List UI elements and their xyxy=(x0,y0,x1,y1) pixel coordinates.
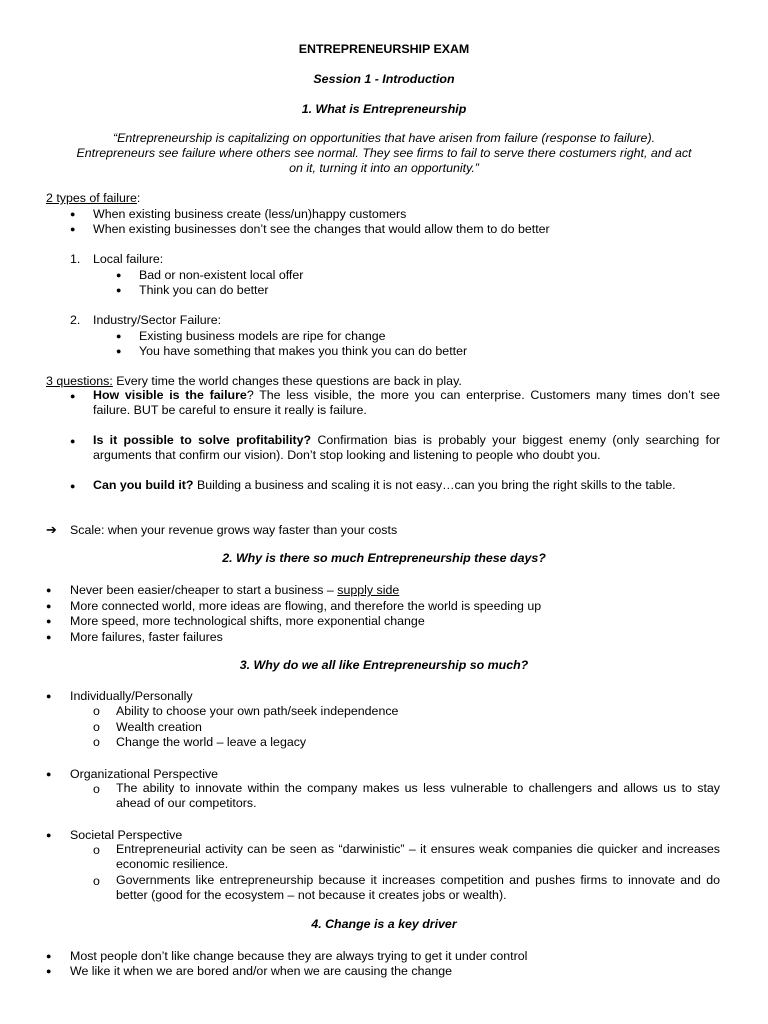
perspective-title: Societal Perspective xyxy=(70,828,183,842)
sub-bullet-marker: o xyxy=(93,874,100,888)
sub-bullet-marker: o xyxy=(93,704,100,718)
section-2-heading: 2. Why is there so much Entrepreneurship these days? xyxy=(222,551,546,565)
perspective-item: Change the world – leave a legacy xyxy=(116,735,307,749)
bullet-marker: ● xyxy=(116,346,122,356)
question-item: Can you build it? Building a business and scaling it is not easy…can you bring the right skills to the table. xyxy=(93,478,676,492)
questions-intro: 3 questions: Every time the world changes these questions are back in play. xyxy=(46,374,462,388)
reason-item: More connected world, more ideas are flowing, and therefore the world is speeding up xyxy=(70,599,542,613)
section-1-heading: 1. What is Entrepreneurship xyxy=(301,102,467,116)
failure-type-item: When existing business create (less/un)happy customers xyxy=(93,207,407,221)
question-item: Is it possible to solve profitability? Confirmation bias is probably your biggest enemy (only searching for arguments that confirm our vision). Don’t stop looking and listening to people who doubt you. xyxy=(93,433,720,463)
definition-quote-line-3: on it, turning it into an opportunity.” xyxy=(289,161,479,175)
bullet-marker: ● xyxy=(46,691,52,701)
sub-bullet-marker: o xyxy=(93,720,100,734)
bullet-marker: ● xyxy=(46,951,52,961)
bullet-marker: ● xyxy=(116,270,122,280)
bullet-marker: ● xyxy=(46,830,52,840)
perspective-item: The ability to innovate within the company makes us less vulnerable to challengers and allows us to stay ahead of our competitors. xyxy=(116,781,720,811)
bullet-marker: ● xyxy=(70,224,76,234)
local-failure-title: Local failure: xyxy=(93,252,164,266)
question-item: How visible is the failure? The less visible, the more you can enterprise. Customers many times don’t see failure. BUT be careful to ensure it really is failure. xyxy=(93,388,720,418)
bullet-marker: ● xyxy=(116,285,122,295)
bullet-marker: ● xyxy=(46,769,52,779)
industry-failure-item: You have something that makes you think you can do better xyxy=(139,344,468,358)
exam-title: ENTREPRENEURSHIP EXAM xyxy=(298,42,470,56)
bullet-marker: ● xyxy=(46,585,52,595)
industry-failure-item: Existing business models are ripe for change xyxy=(139,329,386,343)
bullet-marker: ● xyxy=(70,391,76,401)
bullet-marker: ● xyxy=(46,616,52,626)
local-failure-item: Bad or non-existent local offer xyxy=(139,268,304,282)
sub-bullet-marker: o xyxy=(93,782,100,796)
perspective-item: Entrepreneurial activity can be seen as “darwinistic” – it ensures weak companies die quicker and increases economic resilience. xyxy=(116,842,720,872)
perspective-title: Individually/Personally xyxy=(70,689,193,703)
industry-failure-title: Industry/Sector Failure: xyxy=(93,313,222,327)
arrow-icon: ➔ xyxy=(46,522,57,537)
bullet-marker: ● xyxy=(70,436,76,446)
industry-failure-number: 2. xyxy=(70,313,81,327)
perspective-title: Organizational Perspective xyxy=(70,767,219,781)
sub-bullet-marker: o xyxy=(93,735,100,749)
scale-definition: Scale: when your revenue grows way faster than your costs xyxy=(70,523,398,537)
sub-bullet-marker: o xyxy=(93,843,100,857)
bullet-marker: ● xyxy=(46,966,52,976)
failure-types-label: 2 types of failure: xyxy=(46,191,141,205)
local-failure-item: Think you can do better xyxy=(139,283,269,297)
perspective-item: Ability to choose your own path/seek independence xyxy=(116,704,399,718)
session-title: Session 1 - Introduction xyxy=(313,72,455,86)
perspective-item: Wealth creation xyxy=(116,720,202,734)
reason-item: More speed, more technological shifts, more exponential change xyxy=(70,614,425,628)
section-3-heading: 3. Why do we all like Entrepreneurship so much? xyxy=(239,658,529,672)
reason-item: Never been easier/cheaper to start a business – supply side xyxy=(70,583,400,597)
definition-quote-line-2: Entrepreneurs see failure where others see normal. They see firms to fail to serve there costumers right, and act xyxy=(76,146,692,160)
bullet-marker: ● xyxy=(70,209,76,219)
bullet-marker: ● xyxy=(46,632,52,642)
bullet-marker: ● xyxy=(116,331,122,341)
section-4-heading: 4. Change is a key driver xyxy=(311,917,457,931)
reason-item: More failures, faster failures xyxy=(70,630,223,644)
perspective-item: Governments like entrepreneurship because it increases competition and pushes firms to innovate and do better (good for the ecosystem – not because it creates jobs or wealth). xyxy=(116,873,720,903)
change-item: We like it when we are bored and/or when we are causing the change xyxy=(70,964,453,978)
bullet-marker: ● xyxy=(70,481,76,491)
failure-type-item: When existing businesses don’t see the changes that would allow them to do better xyxy=(93,222,550,236)
change-item: Most people don’t like change because they are always trying to get it under control xyxy=(70,949,528,963)
local-failure-number: 1. xyxy=(70,252,81,266)
bullet-marker: ● xyxy=(46,601,52,611)
definition-quote-line-1: “Entrepreneurship is capitalizing on opportunities that have arisen from failure (response to failure). xyxy=(112,131,656,145)
